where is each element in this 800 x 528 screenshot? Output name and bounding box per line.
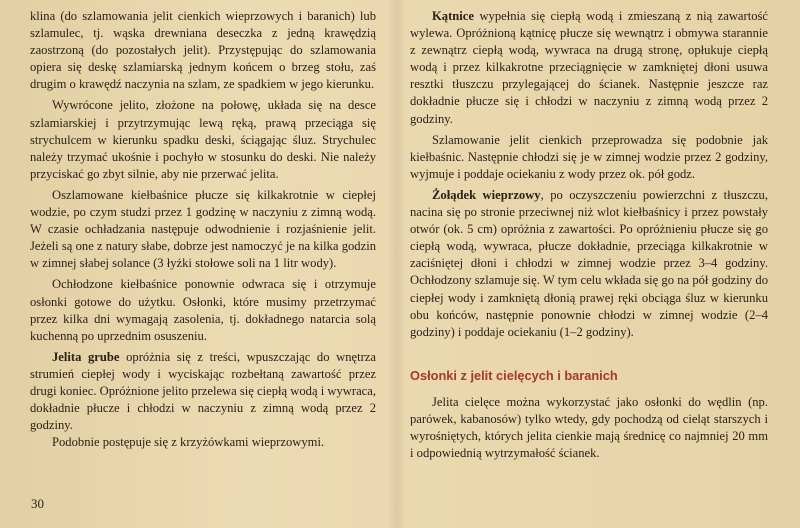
page-number: 30 (31, 496, 44, 511)
paragraph (410, 8, 768, 128)
paragraph: Podobnie postępuje się z krzyżówkami wieprzowymi. (52, 435, 325, 450)
paragraph: Jelita cielęce można wykorzystać jako osłonki do wędlin (np. parówek, kabanosów) tylko wtedy, gdy pochodzą od cieląt starszych i wyrośniętych, których jelita cienkie mają średnicę co najmniej 20 mm i odpowiednią wytrzymałość ścianek. (410, 394, 768, 461)
paragraph-text: wypełnia się ciepłą wodą i zmieszaną z nią zawartość wylewa. Opróżnioną kątnicę płucze się wewnątrz i obmywa starannie z zewnątrz ciepłą wodą, wywraca na drugą stronę, opłukuje ciepłą wodą i przez kilkakrotne przeciągnięcie w zamkniętej dłoni usuwa resztki tłuszczu przylegającej do ścianek. Następnie jeszcze raz dokładnie płucze się i chłodzi w naczyniu z zimną wodą przez 2 godziny. (410, 9, 768, 126)
paragraph (30, 349, 376, 434)
paragraph-text: , po oczyszczeniu powierzchni z tłuszczu, nacina się po stronie przeciwnej niż wlot kiełbaśnicy i przez powstały otwór (ok. 5 cm) opróżnia z zawartości. Po opróżnieniu płucze się go ciepłą wodą, wywraca, płucze dokładnie, przeciąga kilkakrotnie w zaciśniętej dłoni i chłodzi w zimnej wodzie przez 3–4 godziny. Ochłodzony szlamuje się. W tym celu wkłada się go na pół godziny do ciepłej wody i zamkniętą dłonią prawej ręki obciąga śluz w kierunku obu końców, następnie ponownie chłodzi w zimnej wodzie (2–4 godziny) i poddaje ociekaniu (1–2 godziny). (410, 187, 768, 339)
gutter-shadow (388, 0, 406, 528)
paragraph (410, 187, 768, 341)
term-bold: Kątnice (432, 9, 474, 23)
paragraph: Oszlamowane kiełbaśnice płucze się kilkakrotnie w ciepłej wodzie, po czym studzi przez 1 godzinę w naczyniu z zimną wodą. W czasie ochładzania następuje odwodnienie i rozjaśnienie jelit. Jeżeli są one z natury słabe, dobrze jest namoczyć je na kilka godzin w zimnej słabej solance (3 łyżki stołowe soli na 1 litr wody). (30, 187, 376, 271)
term-bold: Jelita grube (52, 349, 120, 364)
paragraph: klina (do szlamowania jelit cienkich wieprzowych i baranich) lub szlamulec, tj. wąska drewniana deseczka z jedną krawędzią zaostrzoną (do pozostałych jelit). Przystępując do szlamowania opiera się deskę szlamiarską jednym końcem o brzeg stołu, zaś drugim o krawędź naczynia na szlam, ze spadkiem w jego kierunku. (30, 9, 376, 92)
left-column (30, 8, 376, 451)
paragraph-text: opróżnia się z treści, wpuszczając do wnętrza strumień ciepłej wody i wyciskając rozbełtaną zawartość przez drugi koniec. Opróżnione jelito przelewa się ciepłą wodą i wywraca, dokładnie płucze i chłodzi w naczyniu z zimną wodą przez 2 godziny. (30, 349, 376, 433)
paragraph: Ochłodzone kiełbaśnice ponownie odwraca się i otrzymuje osłonki gotowe do użytku. Osłonki, które musimy przetrzymać przez kilka dni wymagają zasolenia, tj. dokładnego natarcia solą kuchenną po uprzednim osuszeniu. (30, 277, 376, 343)
paragraph: Wywrócone jelito, złożone na połowę, układa się na desce szlamiarskiej i przytrzymując lewą ręką, prawą przeciąga się strychulcem w kierunku spadku deski, ściągając śluz. Strychulec należy trzymać ukośnie i pochyło w stosunku do deski. Nie należy przyciskać go zbyt silnie, aby nie przerwać jelita. (30, 98, 376, 181)
section-heading: Osłonki z jelit cielęcych i baranich (410, 367, 618, 383)
right-column (410, 8, 768, 462)
paragraph: Szlamowanie jelit cienkich przeprowadza się podobnie jak kiełbaśnic. Następnie chłodzi się je w zimnej wodzie przez 2 godziny, wyjmuje i poddaje ociekaniu z wody przez ok. pół godz. (410, 132, 768, 181)
term-bold: Żołądek wieprzowy (432, 187, 541, 202)
